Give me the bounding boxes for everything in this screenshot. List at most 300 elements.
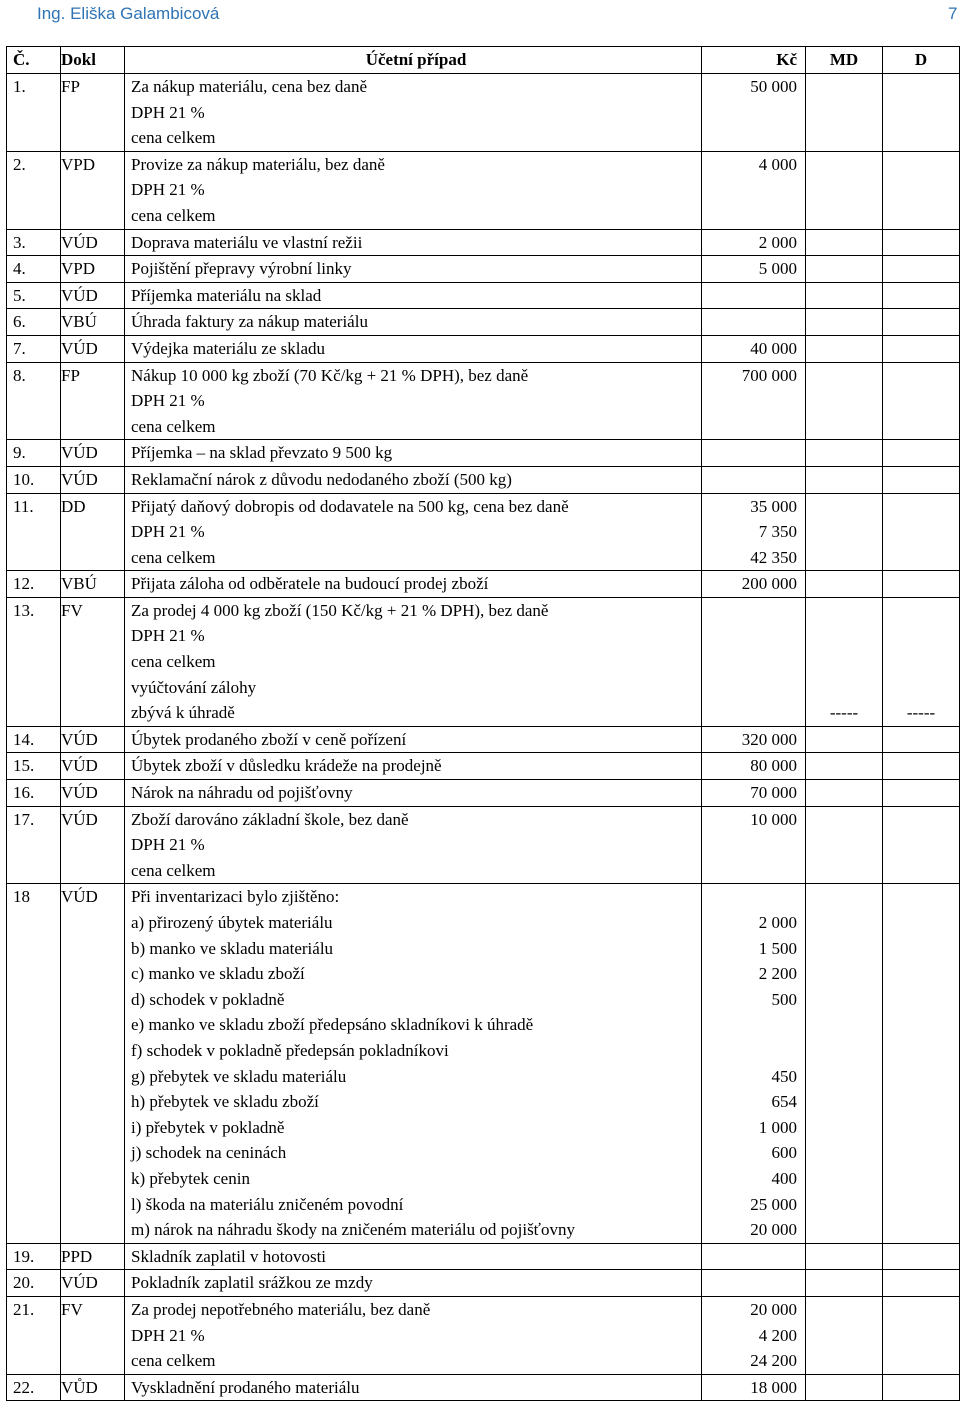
cell-credit-line (883, 987, 959, 1013)
cell-debit-line (806, 1012, 882, 1038)
cell-description-line: Doprava materiálu ve vlastní režii (131, 232, 363, 252)
cell-amount-line: 42 350 (750, 547, 797, 567)
cell-number: 10. (7, 466, 61, 493)
cell-debit (806, 806, 883, 884)
cell-description-line: c) manko ve skladu zboží (131, 964, 305, 984)
cell-description-line: d) schodek v pokladně (131, 989, 285, 1009)
cell-amount-line (702, 832, 797, 858)
author-name: Ing. Eliška Galambicová (37, 4, 220, 23)
cell-amount (702, 74, 806, 152)
cell-description (125, 74, 702, 152)
cell-number: 11. (7, 493, 61, 571)
cell-debit-line (806, 1064, 882, 1090)
cell-description-line: Za prodej nepotřebného materiálu, bez daně (131, 1299, 431, 1319)
table-row (7, 256, 960, 283)
cell-debit (806, 282, 883, 309)
cell-credit (883, 466, 960, 493)
cell-description-line: DPH 21 % (131, 626, 205, 646)
page-number: 7 (948, 4, 958, 23)
cell-credit-line (883, 494, 959, 520)
cell-amount-line: 2 000 (758, 232, 797, 252)
cell-credit-line: ----- (906, 703, 936, 723)
cell-debit-line (806, 74, 882, 100)
cell-description-line: Za prodej 4 000 kg zboží (150 Kč/kg + 21 % DPH), bez daně (131, 600, 549, 620)
cell-amount (702, 780, 806, 807)
cell-number: 21. (7, 1296, 61, 1374)
cell-credit-line (883, 1323, 959, 1349)
cell-credit (883, 309, 960, 336)
cell-amount-line: 4 200 (758, 1325, 797, 1345)
cell-debit (806, 74, 883, 152)
cell-amount-line (702, 598, 797, 624)
cell-description-line: h) přebytek ve skladu zboží (131, 1092, 319, 1112)
cell-amount-line (702, 203, 797, 229)
cell-description (125, 466, 702, 493)
cell-amount (702, 1296, 806, 1374)
cell-credit (883, 597, 960, 726)
col-header-description: Účetní případ (125, 47, 702, 74)
cell-number: 18 (7, 884, 61, 1243)
cell-debit-line (806, 1297, 882, 1323)
cell-debit-line (806, 936, 882, 962)
cell-debit-line (806, 1192, 882, 1218)
cell-description-line: a) přirozený úbytek materiálu (131, 913, 333, 932)
cell-credit-line (883, 1089, 959, 1115)
cell-debit-line (806, 961, 882, 987)
cell-number: 16. (7, 780, 61, 807)
cell-document: VÚD (61, 806, 125, 884)
cell-credit-line (883, 388, 959, 414)
cell-description-line: Nákup 10 000 kg zboží (70 Kč/kg + 21 % DPH), bez daně (131, 365, 529, 385)
cell-credit-line (883, 1244, 959, 1270)
cell-description (125, 440, 702, 467)
cell-amount-line: 35 000 (750, 496, 797, 516)
cell-amount-line: 24 200 (750, 1351, 797, 1371)
cell-document: VÚD (61, 466, 125, 493)
cell-debit (806, 493, 883, 571)
cell-debit-line (806, 910, 882, 936)
cell-number: 3. (7, 229, 61, 256)
cell-amount-line (702, 440, 797, 466)
table-row (7, 466, 960, 493)
cell-amount-line: 1 500 (758, 938, 797, 958)
cell-description-line: Při inventarizaci bylo zjištěno: (131, 887, 340, 907)
cell-credit-line (883, 1375, 959, 1401)
cell-description-line: cena celkem (131, 205, 216, 225)
cell-amount (702, 466, 806, 493)
cell-amount-line: 600 (771, 1143, 797, 1163)
cell-credit-line (883, 623, 959, 649)
cell-debit-line (806, 1244, 882, 1270)
cell-debit (806, 884, 883, 1243)
page-header (0, 0, 960, 40)
cell-debit-line (806, 336, 882, 362)
cell-credit-line (883, 1297, 959, 1323)
cell-document: PPD (61, 1243, 125, 1270)
table-row (7, 780, 960, 807)
cell-debit (806, 466, 883, 493)
cell-document: VÚD (61, 229, 125, 256)
cell-amount-line: 654 (771, 1092, 797, 1112)
cell-amount-line (702, 467, 797, 493)
cell-description-line: Provize za nákup materiálu, bez daně (131, 154, 385, 174)
cell-debit-line (806, 1140, 882, 1166)
cell-amount-line (702, 884, 797, 910)
cell-amount-line: 500 (771, 989, 797, 1009)
cell-description-line: vyúčtování zálohy (131, 677, 257, 697)
cell-debit-line (806, 545, 882, 571)
cell-debit-line (806, 1115, 882, 1141)
cell-debit-line (806, 987, 882, 1013)
cell-credit-line (883, 1270, 959, 1296)
cell-amount (702, 806, 806, 884)
cell-amount-line: 2 000 (758, 913, 797, 932)
cell-debit-line: ----- (829, 703, 859, 723)
cell-amount (702, 1270, 806, 1297)
cell-credit-line (883, 858, 959, 884)
cell-credit-line (883, 1064, 959, 1090)
cell-description (125, 753, 702, 780)
cell-credit-line (883, 74, 959, 100)
cell-credit-line (883, 1012, 959, 1038)
table-header-row (7, 47, 960, 74)
cell-description (125, 256, 702, 283)
cell-credit (883, 1270, 960, 1297)
cell-amount (702, 229, 806, 256)
cell-debit-line (806, 440, 882, 466)
cell-debit-line (806, 177, 882, 203)
cell-debit-line (806, 727, 882, 753)
cell-description (125, 282, 702, 309)
cell-description-line: Úhrada faktury za nákup materiálu (131, 312, 368, 332)
col-header-number: Č. (7, 47, 61, 74)
cell-credit-line (883, 675, 959, 701)
cell-amount (702, 282, 806, 309)
cell-credit-line (883, 545, 959, 571)
cell-amount (702, 151, 806, 229)
cell-amount (702, 1243, 806, 1270)
cell-credit-line (883, 1038, 959, 1064)
cell-credit-line (883, 1140, 959, 1166)
cell-amount-line: 70 000 (750, 783, 797, 803)
cell-description-line: Reklamační nárok z důvodu nedodaného zboží (500 kg) (131, 469, 512, 489)
cell-number: 5. (7, 282, 61, 309)
cell-amount-line (702, 414, 797, 440)
cell-description-line: cena celkem (131, 547, 216, 567)
cell-debit (806, 780, 883, 807)
table-row (7, 229, 960, 256)
cell-credit-line (883, 780, 959, 806)
cell-number: 12. (7, 571, 61, 598)
cell-credit (883, 151, 960, 229)
table-row (7, 440, 960, 467)
cell-description-line: DPH 21 % (131, 391, 205, 411)
cell-amount-line: 700 000 (741, 365, 797, 385)
cell-credit-line (883, 177, 959, 203)
cell-number: 6. (7, 309, 61, 336)
cell-amount-line: 20 000 (750, 1220, 797, 1240)
cell-credit-line (883, 152, 959, 178)
cell-number: 22. (7, 1374, 61, 1401)
cell-amount (702, 309, 806, 336)
table-body (7, 74, 960, 1401)
cell-description-line: i) přebytek v pokladně (131, 1117, 285, 1137)
cell-document: VŮD (61, 1374, 125, 1401)
cell-debit-line (806, 832, 882, 858)
table-row (7, 362, 960, 440)
cell-credit (883, 493, 960, 571)
cell-debit (806, 151, 883, 229)
cell-description-line: Pokladník zaplatil srážkou ze mzdy (131, 1273, 373, 1293)
cell-credit-line (883, 283, 959, 309)
cell-amount (702, 335, 806, 362)
cell-amount-line: 320 000 (741, 729, 797, 749)
cell-description (125, 335, 702, 362)
cell-credit-line (883, 727, 959, 753)
cell-debit (806, 335, 883, 362)
cell-description (125, 806, 702, 884)
cell-debit-line (806, 1089, 882, 1115)
cell-description-line: cena celkem (131, 128, 216, 148)
cell-description-line: e) manko ve skladu zboží předepsáno skladníkovi k úhradě (131, 1015, 534, 1035)
cell-credit-line (883, 336, 959, 362)
cell-amount-line: 200 000 (741, 574, 797, 594)
cell-debit-line (806, 1270, 882, 1296)
cell-amount-line (702, 623, 797, 649)
cell-description-line: Nárok na náhradu od pojišťovny (131, 783, 353, 803)
cell-number: 13. (7, 597, 61, 726)
cell-document: VÚD (61, 282, 125, 309)
cell-credit-line (883, 440, 959, 466)
cell-amount-line: 7 350 (758, 522, 797, 542)
table-row (7, 282, 960, 309)
col-header-credit: D (883, 47, 960, 74)
cell-amount-line: 50 000 (750, 77, 797, 96)
cell-debit-line (806, 1166, 882, 1192)
cell-credit (883, 282, 960, 309)
cell-amount-line: 20 000 (750, 1299, 797, 1319)
cell-description (125, 493, 702, 571)
cell-description-line: cena celkem (131, 1351, 216, 1371)
cell-debit (806, 1374, 883, 1401)
cell-amount-line: 10 000 (750, 809, 797, 829)
cell-description-line: zbývá k úhradě (131, 703, 235, 723)
cell-number: 14. (7, 726, 61, 753)
cell-document: VÚD (61, 726, 125, 753)
cell-number: 8. (7, 362, 61, 440)
col-header-debit: MD (806, 47, 883, 74)
cell-amount-line (702, 675, 797, 701)
cell-document: VÚD (61, 440, 125, 467)
cell-document: VPD (61, 256, 125, 283)
cell-amount (702, 571, 806, 598)
cell-amount (702, 726, 806, 753)
cell-description (125, 597, 702, 726)
cell-description-line: Výdejka materiálu ze skladu (131, 338, 326, 358)
cell-credit-line (883, 230, 959, 256)
cell-description (125, 780, 702, 807)
cell-debit-line (806, 1323, 882, 1349)
cell-debit-line (806, 1375, 882, 1401)
table-row (7, 1243, 960, 1270)
cell-credit (883, 362, 960, 440)
cell-amount-line: 1 000 (758, 1117, 797, 1137)
cell-credit-line (883, 1192, 959, 1218)
cell-description-line: DPH 21 % (131, 180, 205, 200)
cell-document: VÚD (61, 335, 125, 362)
cell-debit (806, 571, 883, 598)
cell-credit-line (883, 467, 959, 493)
cell-description-line: Úbytek prodaného zboží v ceně pořízení (131, 729, 407, 749)
cell-debit (806, 1296, 883, 1374)
cell-description (125, 362, 702, 440)
cell-amount-line: 4 000 (758, 154, 797, 174)
cell-credit-line (883, 884, 959, 910)
cell-debit-line (806, 125, 882, 151)
cell-credit-line (883, 1115, 959, 1141)
cell-description-line: cena celkem (131, 652, 216, 672)
cell-credit-line (883, 363, 959, 389)
cell-credit (883, 806, 960, 884)
cell-debit-line (806, 623, 882, 649)
cell-credit-line (883, 100, 959, 126)
cell-description-line: DPH 21 % (131, 102, 205, 122)
cell-debit-line (806, 519, 882, 545)
accounting-table (6, 46, 960, 1401)
cell-amount-line (702, 1012, 797, 1038)
col-header-amount: Kč (702, 47, 806, 74)
cell-amount-line: 18 000 (750, 1377, 797, 1397)
cell-number: 15. (7, 753, 61, 780)
cell-amount (702, 753, 806, 780)
cell-debit-line (806, 649, 882, 675)
cell-document: VÚD (61, 780, 125, 807)
table-row (7, 309, 960, 336)
table-row (7, 335, 960, 362)
cell-credit-line (883, 1348, 959, 1374)
cell-credit-line (883, 910, 959, 936)
cell-document: VBÚ (61, 571, 125, 598)
cell-debit (806, 726, 883, 753)
cell-number: 7. (7, 335, 61, 362)
cell-credit-line (883, 936, 959, 962)
cell-description-line: cena celkem (131, 860, 216, 880)
cell-debit-line (806, 414, 882, 440)
cell-number: 9. (7, 440, 61, 467)
cell-debit (806, 309, 883, 336)
table-row (7, 884, 960, 1243)
cell-credit-line (883, 203, 959, 229)
col-header-document: Dokl (61, 47, 125, 74)
cell-debit (806, 1270, 883, 1297)
cell-debit-line (806, 571, 882, 597)
cell-credit (883, 229, 960, 256)
cell-debit (806, 753, 883, 780)
cell-credit (883, 256, 960, 283)
cell-credit (883, 884, 960, 1243)
table-row (7, 1296, 960, 1374)
cell-description-line: Pojištění přepravy výrobní linky (131, 259, 352, 279)
cell-amount (702, 1374, 806, 1401)
table-row (7, 726, 960, 753)
cell-amount-line (702, 309, 797, 335)
cell-debit-line (806, 598, 882, 624)
cell-description-line: Skladník zaplatil v hotovosti (131, 1246, 327, 1266)
cell-debit-line (806, 203, 882, 229)
cell-credit-line (883, 571, 959, 597)
cell-amount-line (702, 649, 797, 675)
cell-credit-line (883, 1217, 959, 1243)
cell-debit-line (806, 1038, 882, 1064)
cell-description (125, 309, 702, 336)
cell-credit (883, 726, 960, 753)
cell-description-line: Přijata záloha od odběratele na budoucí prodej zboží (131, 574, 489, 594)
cell-credit (883, 1374, 960, 1401)
table-row (7, 1270, 960, 1297)
cell-credit-line (883, 807, 959, 833)
cell-debit-line (806, 363, 882, 389)
cell-description-line: Příjemka – na sklad převzato 9 500 kg (131, 443, 393, 463)
cell-amount-line (702, 858, 797, 884)
cell-number: 1. (7, 74, 61, 152)
cell-document: FV (61, 1296, 125, 1374)
cell-amount-line: 400 (771, 1168, 797, 1188)
cell-description (125, 1374, 702, 1401)
cell-description (125, 151, 702, 229)
cell-number: 2. (7, 151, 61, 229)
cell-credit (883, 1296, 960, 1374)
cell-credit-line (883, 414, 959, 440)
cell-description-line: Příjemka materiálu na sklad (131, 285, 322, 305)
cell-credit-line (883, 256, 959, 282)
cell-amount-line (702, 283, 797, 309)
cell-amount (702, 256, 806, 283)
cell-debit-line (806, 152, 882, 178)
cell-description-line: Úbytek zboží v důsledku krádeže na prodejně (131, 756, 442, 776)
cell-debit (806, 229, 883, 256)
cell-description-line: k) přebytek cenin (131, 1168, 250, 1188)
cell-document: VÚD (61, 753, 125, 780)
cell-description-line: m) nárok na náhradu škody na zničeném materiálu od pojišťovny (131, 1220, 575, 1240)
cell-number: 17. (7, 806, 61, 884)
table-row (7, 571, 960, 598)
cell-amount-line: 40 000 (750, 338, 797, 358)
cell-credit-line (883, 832, 959, 858)
cell-credit-line (883, 598, 959, 624)
cell-amount-line: 80 000 (750, 756, 797, 776)
cell-credit-line (883, 1166, 959, 1192)
cell-debit-line (806, 753, 882, 779)
table-row (7, 753, 960, 780)
cell-debit-line (806, 467, 882, 493)
table-row (7, 806, 960, 884)
cell-description-line: Za nákup materiálu, cena bez daně (131, 77, 367, 96)
cell-description-line: f) schodek v pokladně předepsán pokladníkovi (131, 1040, 449, 1060)
cell-credit-line (883, 961, 959, 987)
cell-description-line: Vyskladnění prodaného materiálu (131, 1377, 360, 1397)
cell-debit-line (806, 494, 882, 520)
table-row (7, 493, 960, 571)
cell-amount-line (702, 1038, 797, 1064)
cell-debit-line (806, 807, 882, 833)
cell-description-line: l) škoda na materiálu zničeném povodní (131, 1194, 404, 1214)
cell-description-line: DPH 21 % (131, 1325, 205, 1345)
cell-credit-line (883, 753, 959, 779)
cell-amount (702, 440, 806, 467)
cell-number: 4. (7, 256, 61, 283)
cell-document: DD (61, 493, 125, 571)
cell-document: FP (61, 74, 125, 152)
